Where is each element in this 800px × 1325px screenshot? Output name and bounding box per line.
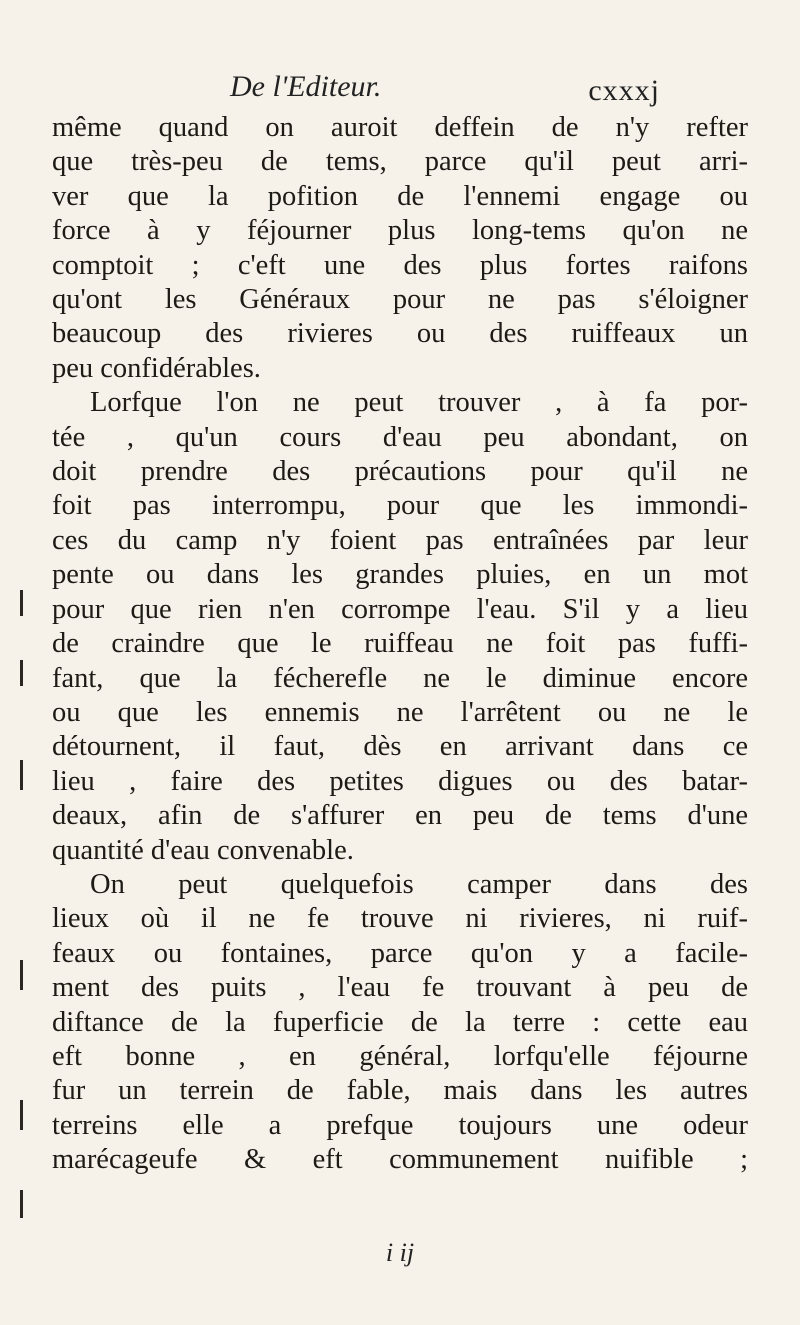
text-line: deaux, afin de s'affurer en peu de tems d'une: [52, 800, 748, 832]
text-line: comptoit ; c'eft une des plus fortes raifons: [52, 249, 748, 281]
margin-mark: [20, 760, 23, 790]
margin-mark: [20, 590, 23, 616]
text-line: eft bonne , en général, lorfqu'elle féjourne: [52, 1040, 748, 1072]
text-line: On peut quelquefois camper dans des: [90, 868, 748, 900]
text-line: tée , qu'un cours d'eau peu abondant, on: [52, 421, 748, 453]
text-line: lieu , faire des petites digues ou des batar-: [52, 765, 748, 797]
margin-mark: [20, 960, 23, 990]
text-line: feaux ou fontaines, parce qu'on y a facile-: [52, 937, 748, 969]
text-line: quantité d'eau convenable.: [52, 834, 354, 866]
text-line: ver que la pofition de l'ennemi engage ou: [52, 180, 748, 212]
page-header: [230, 70, 660, 114]
text-line: force à y féjourner plus long-tems qu'on ne: [52, 215, 748, 247]
text-line: foit pas interrompu, pour que les immondi-: [52, 490, 748, 522]
text-line: doit prendre des précautions pour qu'il ne: [52, 456, 748, 488]
text-line: marécageufe & eft communement nuifible ;: [52, 1144, 748, 1176]
text-line: fur un terrein de fable, mais dans les autres: [52, 1075, 748, 1107]
signature-mark: i ij: [385, 1238, 415, 1267]
text-line: que très-peu de tems, parce qu'il peut arri-: [52, 146, 748, 178]
text-line: Lorfque l'on ne peut trouver , à fa por-: [90, 387, 748, 419]
text-line: ou que les ennemis ne l'arrêtent ou ne le: [52, 696, 748, 728]
margin-mark: [20, 660, 23, 686]
text-line: diftance de la fuperficie de la terre : cette eau: [52, 1006, 748, 1038]
text-line: ces du camp n'y foient pas entraînées par leur: [52, 524, 748, 556]
margin-mark: [20, 1100, 23, 1130]
text-line: lieux où il ne fe trouve ni rivieres, ni ruif-: [52, 903, 748, 935]
running-title: De l'Editeur.: [230, 70, 382, 103]
text-line: pente ou dans les grandes pluies, en un mot: [52, 559, 748, 591]
text-line: qu'ont les Généraux pour ne pas s'éloigner: [52, 284, 748, 316]
text-line: fant, que la fécherefle ne le diminue encore: [52, 662, 748, 694]
text-line: terreins elle a prefque toujours une odeur: [52, 1109, 748, 1141]
margin-mark: [20, 1190, 23, 1218]
text-line: ment des puits , l'eau fe trouvant à peu de: [52, 972, 748, 1004]
page-number: cxxxj: [588, 74, 660, 107]
body-text: [52, 111, 748, 1178]
text-line: peu confidérables.: [52, 352, 261, 384]
text-line: même quand on auroit deffein de n'y refter: [52, 112, 748, 143]
text-line: détournent, il faut, dès en arrivant dans ce: [52, 731, 748, 763]
text-line: de craindre que le ruiffeau ne foit pas fuffi-: [52, 628, 748, 660]
text-line: beaucoup des rivieres ou des ruiffeaux un: [52, 318, 748, 350]
text-line: pour que rien n'en corrompe l'eau. S'il y a lieu: [52, 593, 748, 625]
